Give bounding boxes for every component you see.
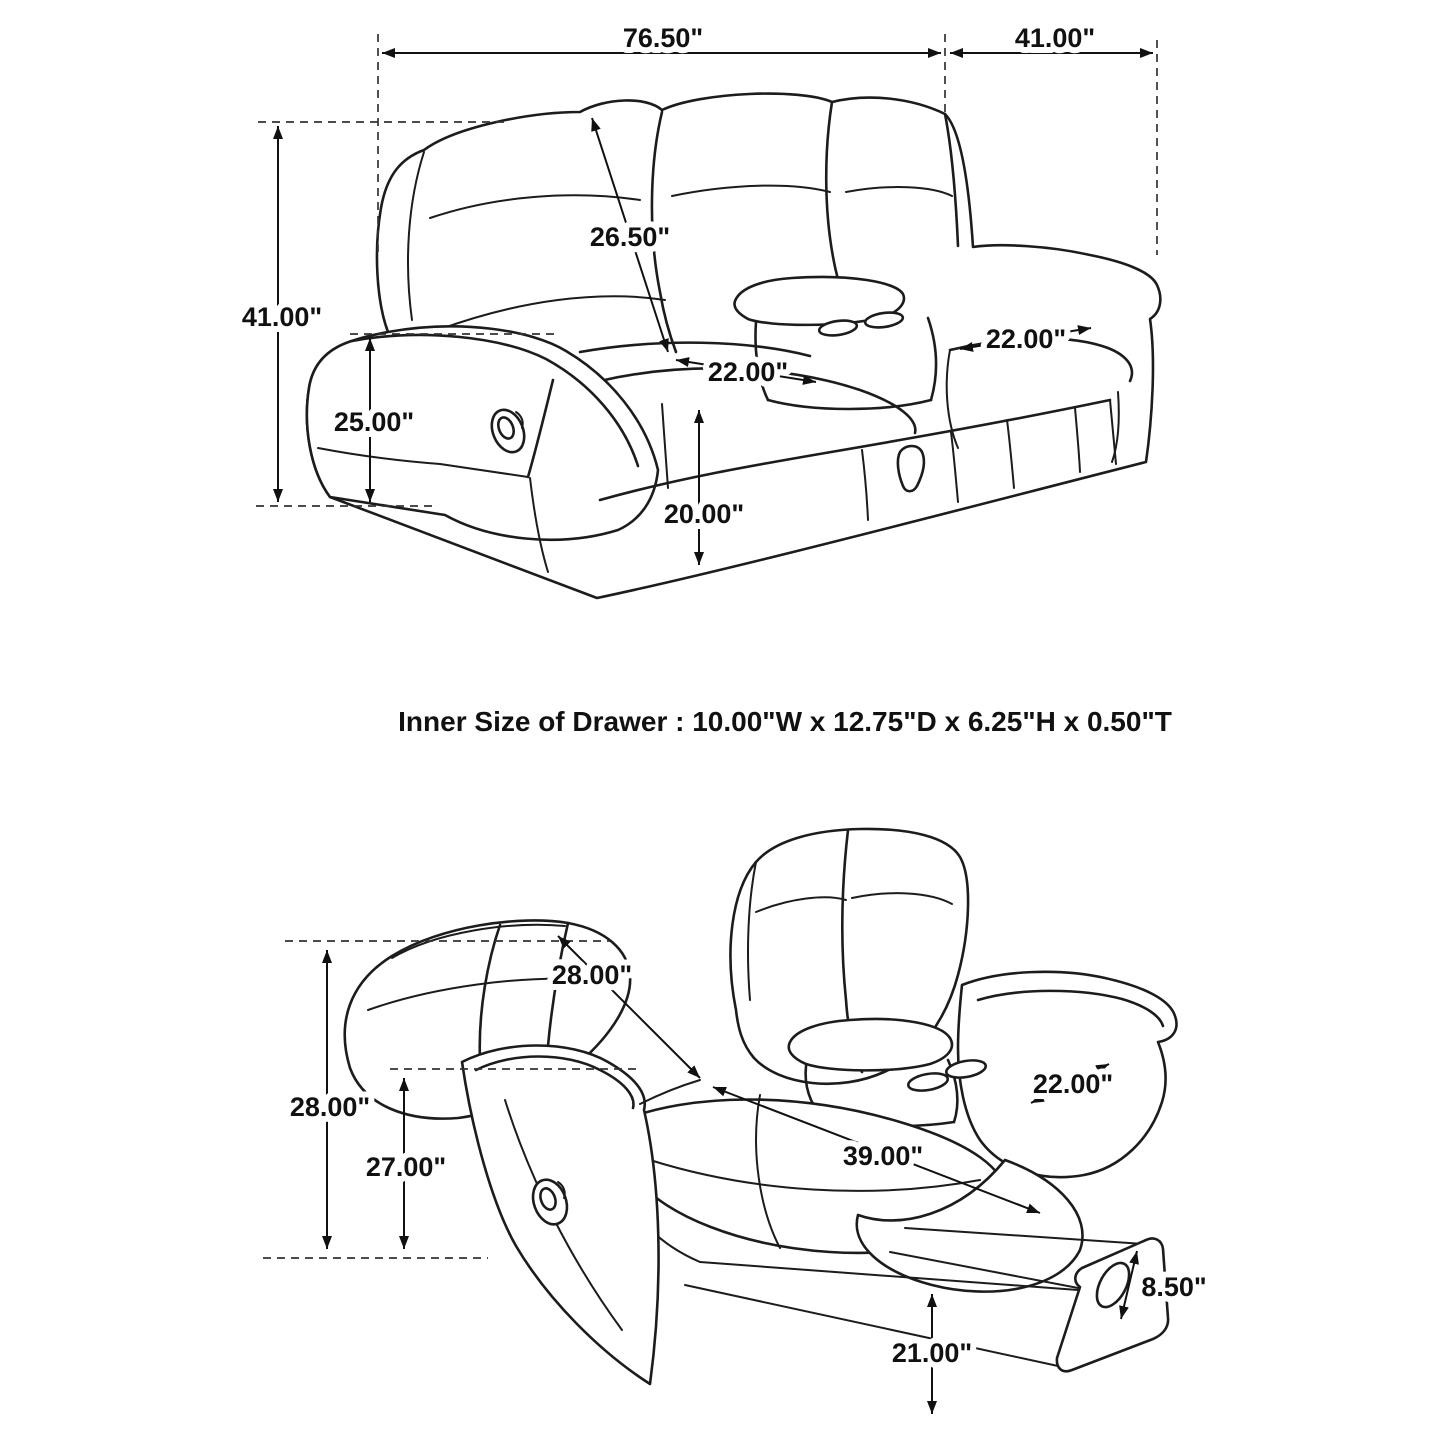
reclined-loveseat-figure xyxy=(345,829,1177,1384)
dim-arm-height-label: 27.00" xyxy=(365,1152,447,1182)
dim-recline-depth-label: 39.00" xyxy=(842,1141,924,1171)
dim-footrest-clearance-label: 21.00" xyxy=(891,1338,973,1368)
drawer-size-note: Inner Size of Drawer : 10.00"W x 12.75"D x 6.25"H x 0.50"T xyxy=(398,706,1172,737)
console-lid xyxy=(789,1019,952,1070)
dim-seat-width-right-label: 22.00" xyxy=(985,324,1067,354)
dim-back-diagonal-label: 28.00" xyxy=(551,960,633,990)
dim-seat-width-label: 22.00" xyxy=(1032,1069,1114,1099)
dim-overall-height-label: 41.00" xyxy=(241,302,323,332)
dim-overall-depth-label: 41.00" xyxy=(1014,23,1096,53)
dim-overall-width-label: 76.50" xyxy=(622,23,704,53)
footrest-rail xyxy=(685,1285,1058,1366)
arm-seat-junction xyxy=(640,1080,700,1104)
cup-holder-icon xyxy=(907,1071,949,1094)
dim-seat-width-left-label: 22.00" xyxy=(707,357,789,387)
dim-footrest-plate-height-label: 8.50" xyxy=(1141,1272,1207,1302)
dim-reclined-height-label: 28.00" xyxy=(289,1092,371,1122)
dim-arm-height-label: 25.00" xyxy=(333,407,415,437)
dim-seat-height-label: 20.00" xyxy=(663,499,745,529)
dim-back-diagonal-label: 26.50" xyxy=(589,222,671,252)
